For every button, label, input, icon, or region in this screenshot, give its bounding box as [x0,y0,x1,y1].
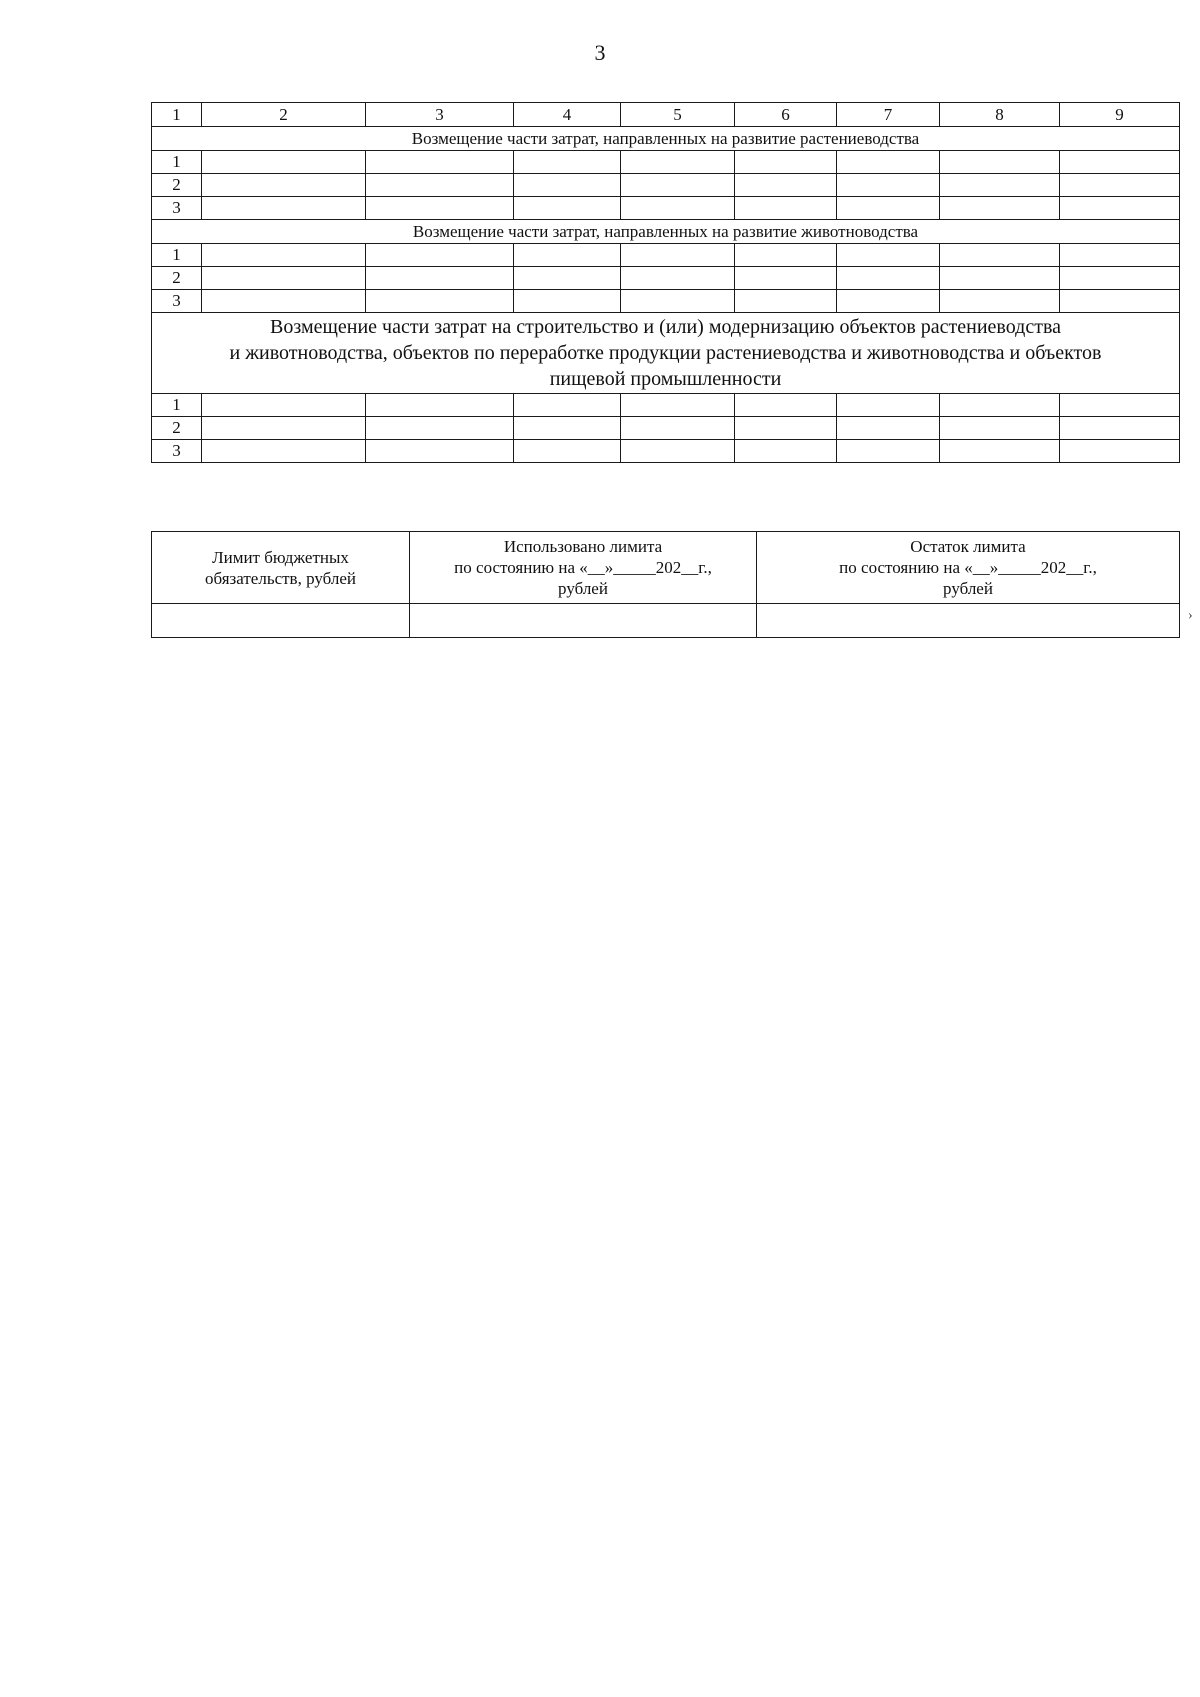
section-title [152,127,1180,151]
table-cell [514,290,621,313]
limit-value-row [152,604,1180,638]
table-cell [366,267,514,290]
limit-header-line: рублей [558,579,608,598]
table-row [152,394,1180,417]
table-cell [837,417,940,440]
table-cell [940,244,1060,267]
column-number-header: 2 [202,103,366,127]
table-cell [202,174,366,197]
table-cell [1060,267,1180,290]
limit-table [151,531,1180,638]
table-cell [621,290,735,313]
table-cell [514,151,621,174]
limit-header-cell-used [410,532,757,604]
table-cell [202,197,366,220]
row-number: 1 [152,151,202,174]
table-row [152,151,1180,174]
table-cell [621,197,735,220]
table-cell [1060,197,1180,220]
limit-value-used [410,604,757,638]
column-number-header: 4 [514,103,621,127]
table-row [152,244,1180,267]
column-number-header: 8 [940,103,1060,127]
table-row [152,290,1180,313]
column-number-header: 5 [621,103,735,127]
table-cell [366,151,514,174]
row-number: 1 [152,394,202,417]
table-cell [202,244,366,267]
table-cell [202,440,366,463]
section-title-line: и животноводства, объектов по переработке продукции растениеводства и животноводства и объектов [229,342,1102,364]
table-cell [735,151,837,174]
table-row [152,174,1180,197]
table-cell [940,394,1060,417]
table-row [152,197,1180,220]
table-cell [621,244,735,267]
table-cell [1060,417,1180,440]
limit-header-line: Остаток лимита [910,537,1026,556]
column-number-header: 7 [837,103,940,127]
table-cell [735,290,837,313]
table-cell [1060,244,1180,267]
table-cell [366,440,514,463]
table-cell [202,417,366,440]
table-row [152,440,1180,463]
table-cell [621,174,735,197]
table-cell [514,244,621,267]
limit-value-remaining [757,604,1180,638]
table-cell [940,440,1060,463]
table-cell [1060,174,1180,197]
limit-header-line: обязательств, рублей [205,568,356,588]
column-number-header: 1 [152,103,202,127]
table-cell [202,290,366,313]
table-cell [366,290,514,313]
table-cell [837,244,940,267]
table-cell [940,151,1060,174]
table-cell [735,267,837,290]
table-cell [366,197,514,220]
section-title-row [152,313,1180,394]
table-cell [202,267,366,290]
table-cell [735,197,837,220]
table-cell [735,394,837,417]
table-cell [621,151,735,174]
section-title-line: Возмещение части затрат, направленных на развитие растениеводства [411,128,920,148]
section-title-line: Возмещение части затрат на строительство и (или) модернизацию объектов растениеводства [269,316,1061,338]
header-row [152,103,1180,127]
limit-header-cell-remaining [757,532,1180,604]
table-cell [514,197,621,220]
row-number: 1 [152,244,202,267]
limit-header-line: Использовано лимита [503,537,663,556]
table-cell [837,394,940,417]
table-cell [366,244,514,267]
limit-header-line: Лимит бюджетных [212,547,349,567]
table-cell [621,417,735,440]
table-cell [1060,290,1180,313]
table-row [152,267,1180,290]
limit-header-row [152,532,1180,604]
table-row [152,417,1180,440]
row-number: 2 [152,174,202,197]
table-cell [837,290,940,313]
table-cell [837,440,940,463]
table-cell [735,244,837,267]
table-cell [621,267,735,290]
column-number-header: 9 [1060,103,1180,127]
table-cell [1060,394,1180,417]
table-cell [837,174,940,197]
table-cell [514,174,621,197]
limit-header-cell-budget [152,532,410,604]
table-cell [202,394,366,417]
table-cell [837,151,940,174]
section-title [152,220,1180,244]
side-mark: › [1188,608,1193,623]
limit-header-line: по состоянию на «__»_____202__г., [454,558,712,577]
row-number: 3 [152,197,202,220]
table-cell [940,174,1060,197]
section-title-line: пищевой промышленности [549,368,782,390]
table-cell [940,267,1060,290]
table-cell [735,417,837,440]
column-number-header: 6 [735,103,837,127]
table-cell [621,440,735,463]
row-number: 3 [152,440,202,463]
main-table [151,102,1180,463]
table-cell [837,267,940,290]
table-cell [735,440,837,463]
table-cell [366,174,514,197]
table-cell [514,394,621,417]
section-title-line: Возмещение части затрат, направленных на развитие животноводства [412,221,919,241]
column-number-header: 3 [366,103,514,127]
table-cell [1060,151,1180,174]
table-cell [202,151,366,174]
table-cell [940,417,1060,440]
page-number: 3 [594,40,606,65]
table-cell [514,417,621,440]
table-cell [735,174,837,197]
table-cell [837,197,940,220]
table-cell [366,394,514,417]
table-cell [514,440,621,463]
limit-header-line: по состоянию на «__»_____202__г., [839,558,1097,577]
table-cell [514,267,621,290]
section-title [152,313,1180,394]
row-number: 2 [152,417,202,440]
section-title-row [152,127,1180,151]
table-cell [940,290,1060,313]
row-number: 3 [152,290,202,313]
table-cell [366,417,514,440]
table-cell [621,394,735,417]
limit-value-budget [152,604,410,638]
limit-header-line: рублей [943,579,993,598]
row-number: 2 [152,267,202,290]
table-cell [940,197,1060,220]
section-title-row [152,220,1180,244]
table-cell [1060,440,1180,463]
